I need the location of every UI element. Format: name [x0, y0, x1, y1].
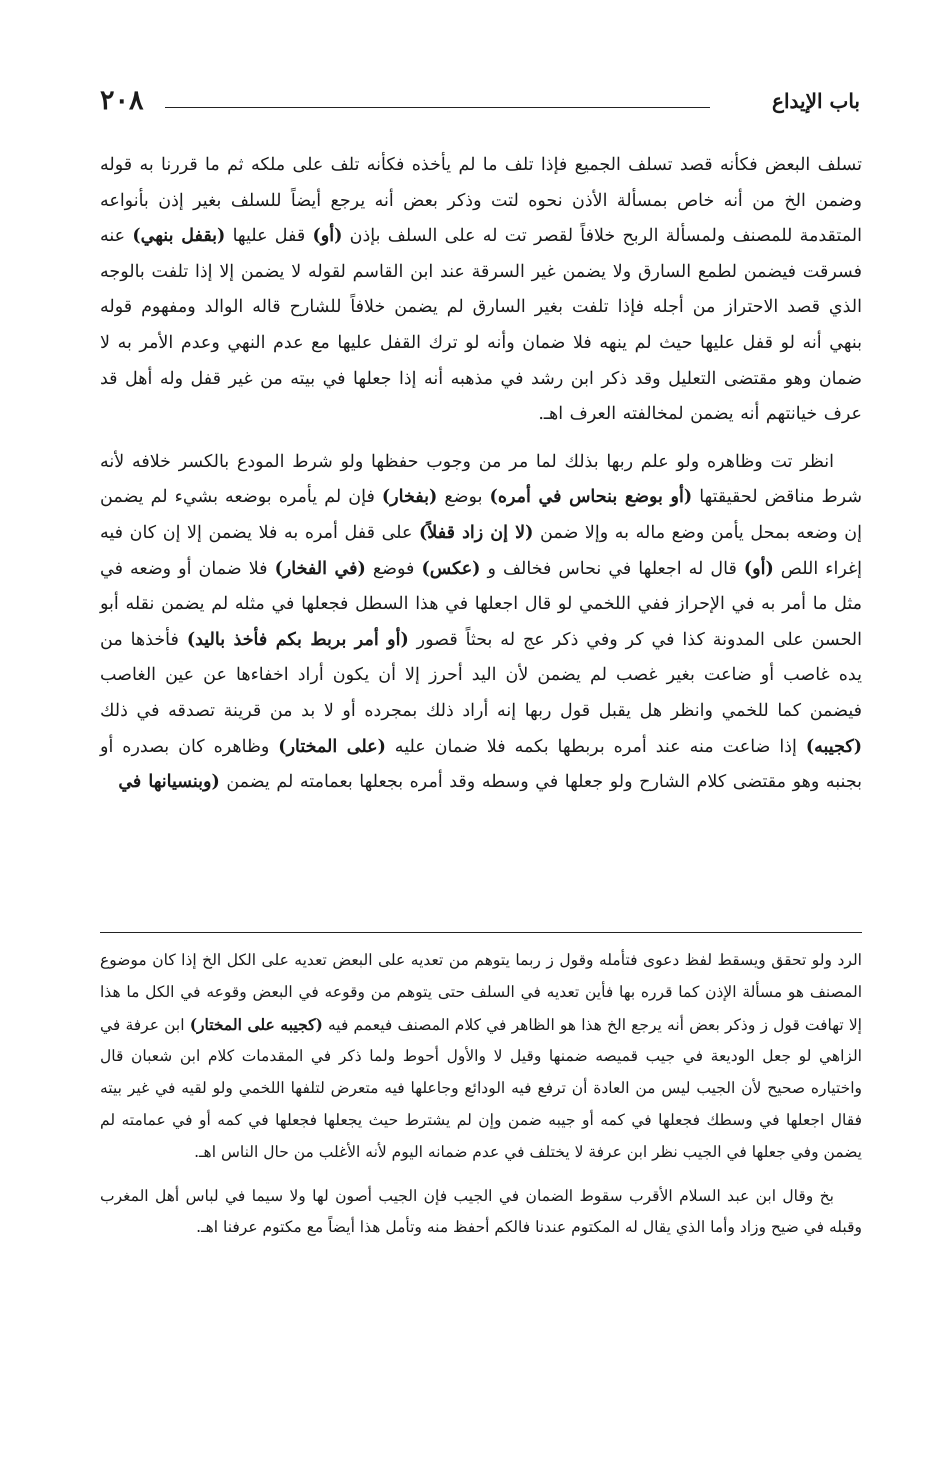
bold-term: (لا إن زاد قفلاً) — [419, 522, 534, 543]
header-rule — [165, 107, 710, 108]
text-run: بخ وقال ابن عبد السلام الأقرب سقوط الضمان في الجيب فإن الجيب أصون لها ولا سيما في لباس أهل المغرب وقبله في ضيح وزاد وأما الذي يقال له المكتوم عندنا فالكم أحفظ منه وتأمل هذا أيضاً مع مكتوم عرفنا اهـ. — [100, 1186, 862, 1237]
text-run: قال له اجعلها في نحاس فخالف و — [480, 558, 744, 579]
running-title: باب الإيداع — [772, 89, 860, 113]
text-run: انظر تت وظاهره ولو علم ربها بذلك لما مر من وجوب حفظها ولو شرط المودع بالكسر خلافه لأنه شرط مناقض لحقيقتها — [100, 451, 862, 508]
text-run: إذا ضاعت منه عند أمره بربطها بكمه فلا ضمان عليه — [385, 736, 806, 757]
text-run: بوضع — [437, 487, 490, 508]
text-run: ابن عرفة في الزاهي لو جعل الوديعة في جيب قميصه ضمنها وقيل لا والأول أحوط ولما ذكر في المقدمات كلام ابن شعبان قال واختياره صحيح لأن الجيب ليس من العادة أن ترفع فيه الودائع وجاعلها فيه متعرض لتلفها اللخمي ولو لقيه في غير بيته فقال اجعلها في وسطك فجعلها في كمه أو جيبه ضمن وإن لم يشترط حيث يجعلها فجعلها في كمه أو في عمامته لم يضمن وفي جعلها في الجيب نظر ابن عرفة لا يختلف في عدم ضمانه اليوم لأنه الأغلب من حال الناس اهـ. — [100, 1015, 862, 1161]
bold-term: (أو أمر بربط بكم فأخذ باليد) — [186, 629, 409, 650]
bold-term: (كجيبه) — [805, 736, 862, 757]
bold-term: (كجيبه على المختار) — [189, 1014, 323, 1034]
bold-term: (بفخار) — [381, 487, 438, 508]
text-run: فإن لم يأمره بوضعه بشيء لم يضمن إن وضعه بمحل يأمن وضع ماله به وإلا ضمن — [100, 487, 862, 543]
bold-term: (وبنسيانها في — [118, 772, 220, 793]
text-run: قفل عليها — [225, 226, 313, 247]
text-run: وظاهره كان بصدره أو بجنبه وهو مقتضى كلام الشارح ولو جعلها في وسطه وقد أمره بجعلها بعمامته لم يضمن — [100, 736, 862, 793]
bold-term: (بقفل بنهي) — [132, 226, 226, 247]
text-run: الرد ولو تحقق ويسقط لفظ دعوى فتأمله وقول ز ربما يتوهم من تعديه على البعض تعديه على الكل الخ إذا كان موضوع المصنف هو مسألة الإذن كما قرره بها فأين تعديه في السلف حتى يتوهم من وقوعه في البعض وقوعه في الكل ما هذا إلا تهافت قول ز وذكر بعض أنه يرجع الخ هذا هو الظاهر في كلام المصنف فيعمم فيه — [100, 951, 862, 1034]
page-header — [100, 86, 860, 120]
footnotes — [100, 945, 862, 1244]
text-run: على قفل أمره به فلا يضمن إلا إن كان فيه إغراء اللص — [100, 522, 863, 579]
bold-term: (على المختار) — [278, 736, 386, 757]
footnote-paragraph — [100, 945, 862, 1169]
footnote-paragraph — [100, 1181, 862, 1245]
text-run: فلا ضمان أو وضعه في مثل ما أمر به في الإحراز ففي اللخمي لو قال اجعلها في هذا السطل فجعلها في مثله لم يضمن نقله أبو الحسن على المدونة كذا في كر وفي ذكر عج له بحثاً قصور — [100, 558, 863, 650]
text-run: تسلف البعض فكأنه قصد تسلف الجميع فإذا تلف ما لم يأخذه فكأنه تلف على ملكه ثم ما قررنا به قوله وضمن الخ من أنه خاص بمسألة الأذن نحوه لتت وذكر بعض أنه يرجع أيضاً للسلف بغير إذن بأنواعه المتقدمة للمصنف ولمسألة الربح خلافاً لقصر تت له على السلف بإذن — [100, 155, 863, 247]
main-paragraph — [100, 445, 862, 801]
text-run: فأخذها من يده غاصب أو ضاعت بغير غصب لم يضمن لأن اليد أحرز إلا أن يكون أراد اخفاءها عن عين الغاصب فيضمن كما للخمي وانظر هل يقبل قول ربها إنه أراد ذلك بمجرده أو لا بد من قرينة تصدقه في ذلك — [100, 629, 862, 721]
footnote-divider — [100, 932, 862, 933]
bold-term: (أو) — [312, 226, 343, 247]
bold-term: (في الفخار) — [274, 558, 366, 579]
bold-term: (أو) — [743, 558, 774, 579]
text-run: فوضع — [365, 558, 422, 579]
bold-term: (أو بوضع بنحاس في أمره) — [489, 487, 693, 508]
text-run: عنه فسرقت فيضمن لطمع السارق ولا يضمن غير السرقة عند ابن القاسم لقوله لا يضمن إلا إذا تلفت بالوجه الذي قصد الاحتراز من أجله فإذا تلفت بغير السارق لم يضمن خلافاً للشارح قاله الوالد ومفهوم قوله بنهي أنه لو قفل عليها حيث لم ينهه فلا ضمان وأنه لو ترك القفل عليها مع عدم النهي وعدم الأمر به لا ضمان وهو مقتضى التعليل وقد ذكر ابن رشد في مذهبه أنه إذا جعلها في بيته من غير قفل وله أهل قد عرف خيانتهم أنه يضمن لمخالفته العرف اهـ. — [100, 226, 862, 425]
page-number: ٢٠٨ — [100, 85, 144, 116]
bold-term: (عكس) — [421, 558, 481, 579]
main-text — [100, 148, 862, 801]
main-paragraph — [100, 148, 862, 433]
